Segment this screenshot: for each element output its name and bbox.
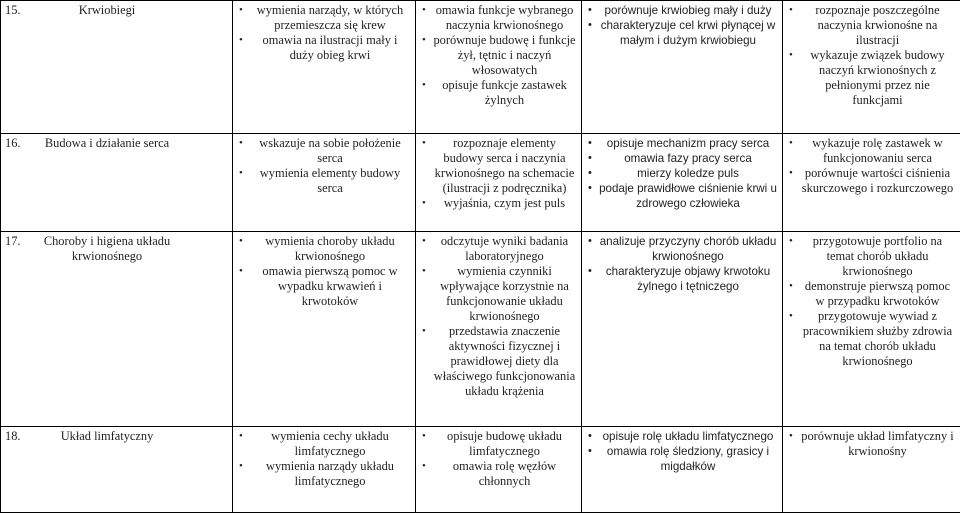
requirement-item: • wymienia narządy układu limfatycznego xyxy=(249,459,411,489)
requirement-item: • omawia na ilustracji mały i duży obieg krwi xyxy=(249,33,411,63)
topic-cell xyxy=(1,427,233,513)
requirement-item: • opisuje rolę układu limfatycznego xyxy=(598,429,778,444)
requirements-grade-4 xyxy=(582,427,783,513)
lesson-topic: Choroby i higiena układu krwionośnego xyxy=(32,234,182,264)
requirements-grade-4 xyxy=(582,1,783,134)
requirements-grade-2 xyxy=(233,232,416,427)
requirement-item: • omawia funkcje wybranego naczynia krwionośnego xyxy=(432,3,577,33)
lesson-number: 17. xyxy=(5,234,32,249)
requirement-item: • analizuje przyczyny chorób układu krwionośnego xyxy=(598,234,778,264)
requirement-item: • przygotowuje wywiad z pracownikiem służby zdrowia na temat chorób układu krwionośnego xyxy=(799,309,956,369)
requirements-grade-2 xyxy=(233,427,416,513)
requirement-item: • porównuje układ limfatyczny i krwionośny xyxy=(799,429,956,459)
requirement-item: • omawia rolę śledziony, grasicy i migdałków xyxy=(598,444,778,474)
requirement-item: • wykazuje związek budowy naczyń krwionośnych z pełnionymi przez nie funkcjami xyxy=(799,48,956,108)
requirement-item: • opisuje funkcje zastawek żylnych xyxy=(432,78,577,108)
lesson-topic: Układ limfatyczny xyxy=(32,429,182,444)
requirement-item: • omawia pierwszą pomoc w wypadku krwawień i krwotoków xyxy=(249,264,411,309)
requirement-item: • wymienia narządy, w których przemieszcza się krew xyxy=(249,3,411,33)
requirement-item: • charakteryzuje objawy krwotoku żylnego i tętniczego xyxy=(598,264,778,294)
requirement-item: • wyjaśnia, czym jest puls xyxy=(432,196,577,211)
requirement-item: • wymienia choroby układu krwionośnego xyxy=(249,234,411,264)
lesson-number: 15. xyxy=(5,3,32,18)
requirement-item: • porównuje budowę i funkcje żył, tętnic i naczyń włosowatych xyxy=(432,33,577,78)
table-row xyxy=(1,427,960,513)
requirement-item: • opisuje mechanizm pracy serca xyxy=(598,136,778,151)
requirements-grade-5 xyxy=(783,1,960,134)
requirement-item: • porównuje krwiobieg mały i duży xyxy=(598,3,778,18)
requirement-item: • demonstruje pierwszą pomoc w przypadku krwotoków xyxy=(799,279,956,309)
requirements-grade-5 xyxy=(783,134,960,232)
requirement-item: • odczytuje wyniki badania laboratoryjnego xyxy=(432,234,577,264)
lesson-topic: Budowa i działanie serca xyxy=(32,136,182,151)
requirement-item: • mierzy koledze puls xyxy=(598,166,778,181)
requirement-item: • wymienia czynniki wpływające korzystnie na funkcjonowanie układu krwionośnego xyxy=(432,264,577,324)
lesson-number: 18. xyxy=(5,429,32,444)
requirements-grade-5 xyxy=(783,232,960,427)
requirements-grade-3 xyxy=(416,134,582,232)
topic-cell xyxy=(1,134,233,232)
requirements-grade-3 xyxy=(416,427,582,513)
requirement-item: • wymienia elementy budowy serca xyxy=(249,166,411,196)
requirement-item: • wymienia cechy układu limfatycznego xyxy=(249,429,411,459)
requirement-item: • rozpoznaje poszczególne naczynia krwionośne na ilustracji xyxy=(799,3,956,48)
requirements-grade-5 xyxy=(783,427,960,513)
requirement-item: • omawia rolę węzłów chłonnych xyxy=(432,459,577,489)
requirements-grade-3 xyxy=(416,1,582,134)
requirement-item: • wskazuje na sobie położenie serca xyxy=(249,136,411,166)
requirement-item: • opisuje budowę układu limfatycznego xyxy=(432,429,577,459)
requirement-item: • rozpoznaje elementy budowy serca i naczynia krwionośnego na schemacie (ilustracji z podręcznika) xyxy=(432,136,577,196)
requirement-item: • charakteryzuje cel krwi płynącej w małym i dużym krwiobiegu xyxy=(598,18,778,48)
requirement-item: • wykazuje rolę zastawek w funkcjonowaniu serca xyxy=(799,136,956,166)
table-row xyxy=(1,134,960,232)
requirements-grade-4 xyxy=(582,134,783,232)
lesson-number: 16. xyxy=(5,136,32,151)
requirement-item: • porównuje wartości ciśnienia skurczowego i rozkurczowego xyxy=(799,166,956,196)
requirement-item: • przygotowuje portfolio na temat chorób układu krwionośnego xyxy=(799,234,956,279)
lesson-topic: Krwiobiegi xyxy=(32,3,182,18)
topic-cell xyxy=(1,232,233,427)
topic-cell xyxy=(1,1,233,134)
requirements-grade-3 xyxy=(416,232,582,427)
requirement-item: • przedstawia znaczenie aktywności fizycznej i prawidłowej diety dla właściwego funkcjonowania układu krążenia xyxy=(432,324,577,399)
requirements-grade-2 xyxy=(233,134,416,232)
requirements-grade-4 xyxy=(582,232,783,427)
table-row xyxy=(1,1,960,134)
requirement-item: • omawia fazy pracy serca xyxy=(598,151,778,166)
requirements-grade-2 xyxy=(233,1,416,134)
table-row xyxy=(1,232,960,427)
requirement-item: • podaje prawidłowe ciśnienie krwi u zdrowego człowieka xyxy=(598,181,778,211)
